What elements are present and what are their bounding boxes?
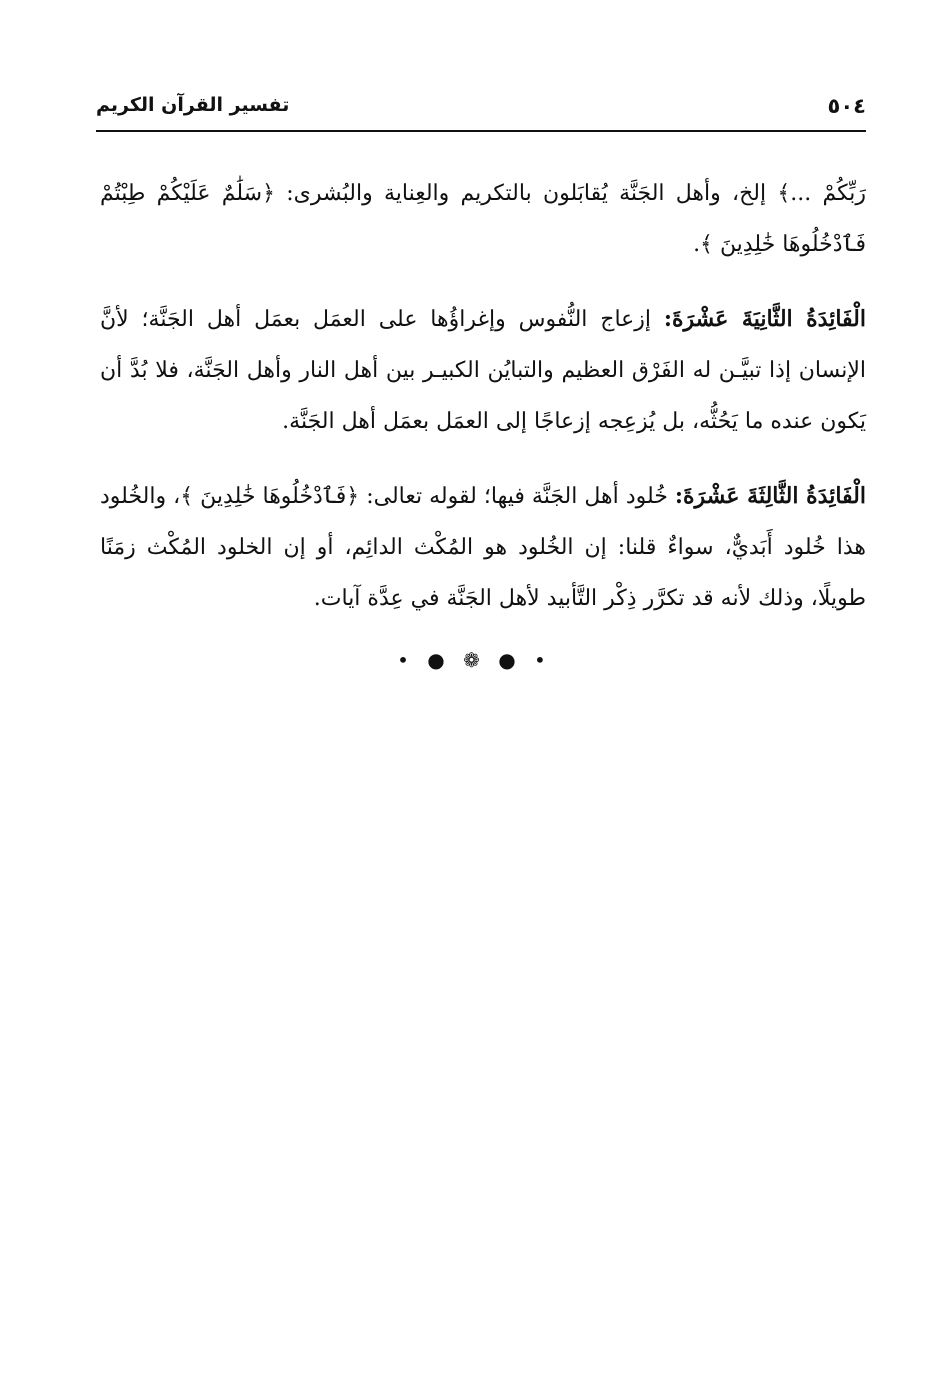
section-end-ornament bbox=[0, 648, 949, 672]
paragraph-continuation bbox=[100, 168, 866, 270]
flower-ornament-icon: ❁ bbox=[463, 648, 486, 672]
paragraph-text: خُلود أهل الجَنَّة فيها؛ لقوله تعالى: ﴿فَٱدْخُلُوهَا خَٰلِدِينَ ﴾، والخُلود هذا خُلود أَبَديٌّ، سواءٌ قلنا: إن الخُلود هو المُكْث الدائِم، أو إن الخلود المُكْث زمَنًا طويلًا، وذلك لأنه قد تكرَّر ذِكْر التَّأبيد لأهل الجَنَّة في عِدَّة آيات. bbox=[100, 484, 866, 611]
paragraph-heading: الْفَائِدَةُ الثَّالِثَةَ عَشْرَةَ: bbox=[674, 483, 867, 509]
ornament-left-dots: • ● bbox=[397, 648, 451, 672]
page-number: ٥٠٤ bbox=[827, 94, 866, 118]
ornament-right-dots: ● • bbox=[498, 648, 552, 672]
page-body bbox=[100, 168, 866, 648]
running-title: تفسير القرآن الكريم bbox=[96, 94, 290, 116]
page-header bbox=[96, 92, 866, 132]
paragraph-benefit-12 bbox=[100, 294, 866, 447]
paragraph-text: رَبِّكُمْ ...﴾ إلخ، وأهل الجَنَّة يُقابَلون بالتكريم والعِناية والبُشرى: ﴿سَلَٰمٌ عَلَيْكُمْ طِبْتُمْ فَٱدْخُلُوهَا خَٰلِدِينَ ﴾. bbox=[100, 181, 866, 257]
paragraph-benefit-13 bbox=[100, 471, 866, 624]
paragraph-heading: الْفَائِدَةُ الثَّانِيَةَ عَشْرَةَ: bbox=[663, 306, 866, 332]
header-divider bbox=[96, 130, 866, 132]
paragraph-text: إزعاج النُّفوس وإغراؤُها على العمَل بعمَل أهل الجَنَّة؛ لأنَّ الإنسان إذا تبيَّـن له الفَرْق العظيم والتبايُن الكبيـر بين أهل النار وأهل الجَنَّة، فلا بُدَّ أن يَكون عنده ما يَحُثُّه، بل يُزعِجه إزعاجًا إلى العمَل بعمَل أهل الجَنَّة. bbox=[100, 307, 866, 434]
